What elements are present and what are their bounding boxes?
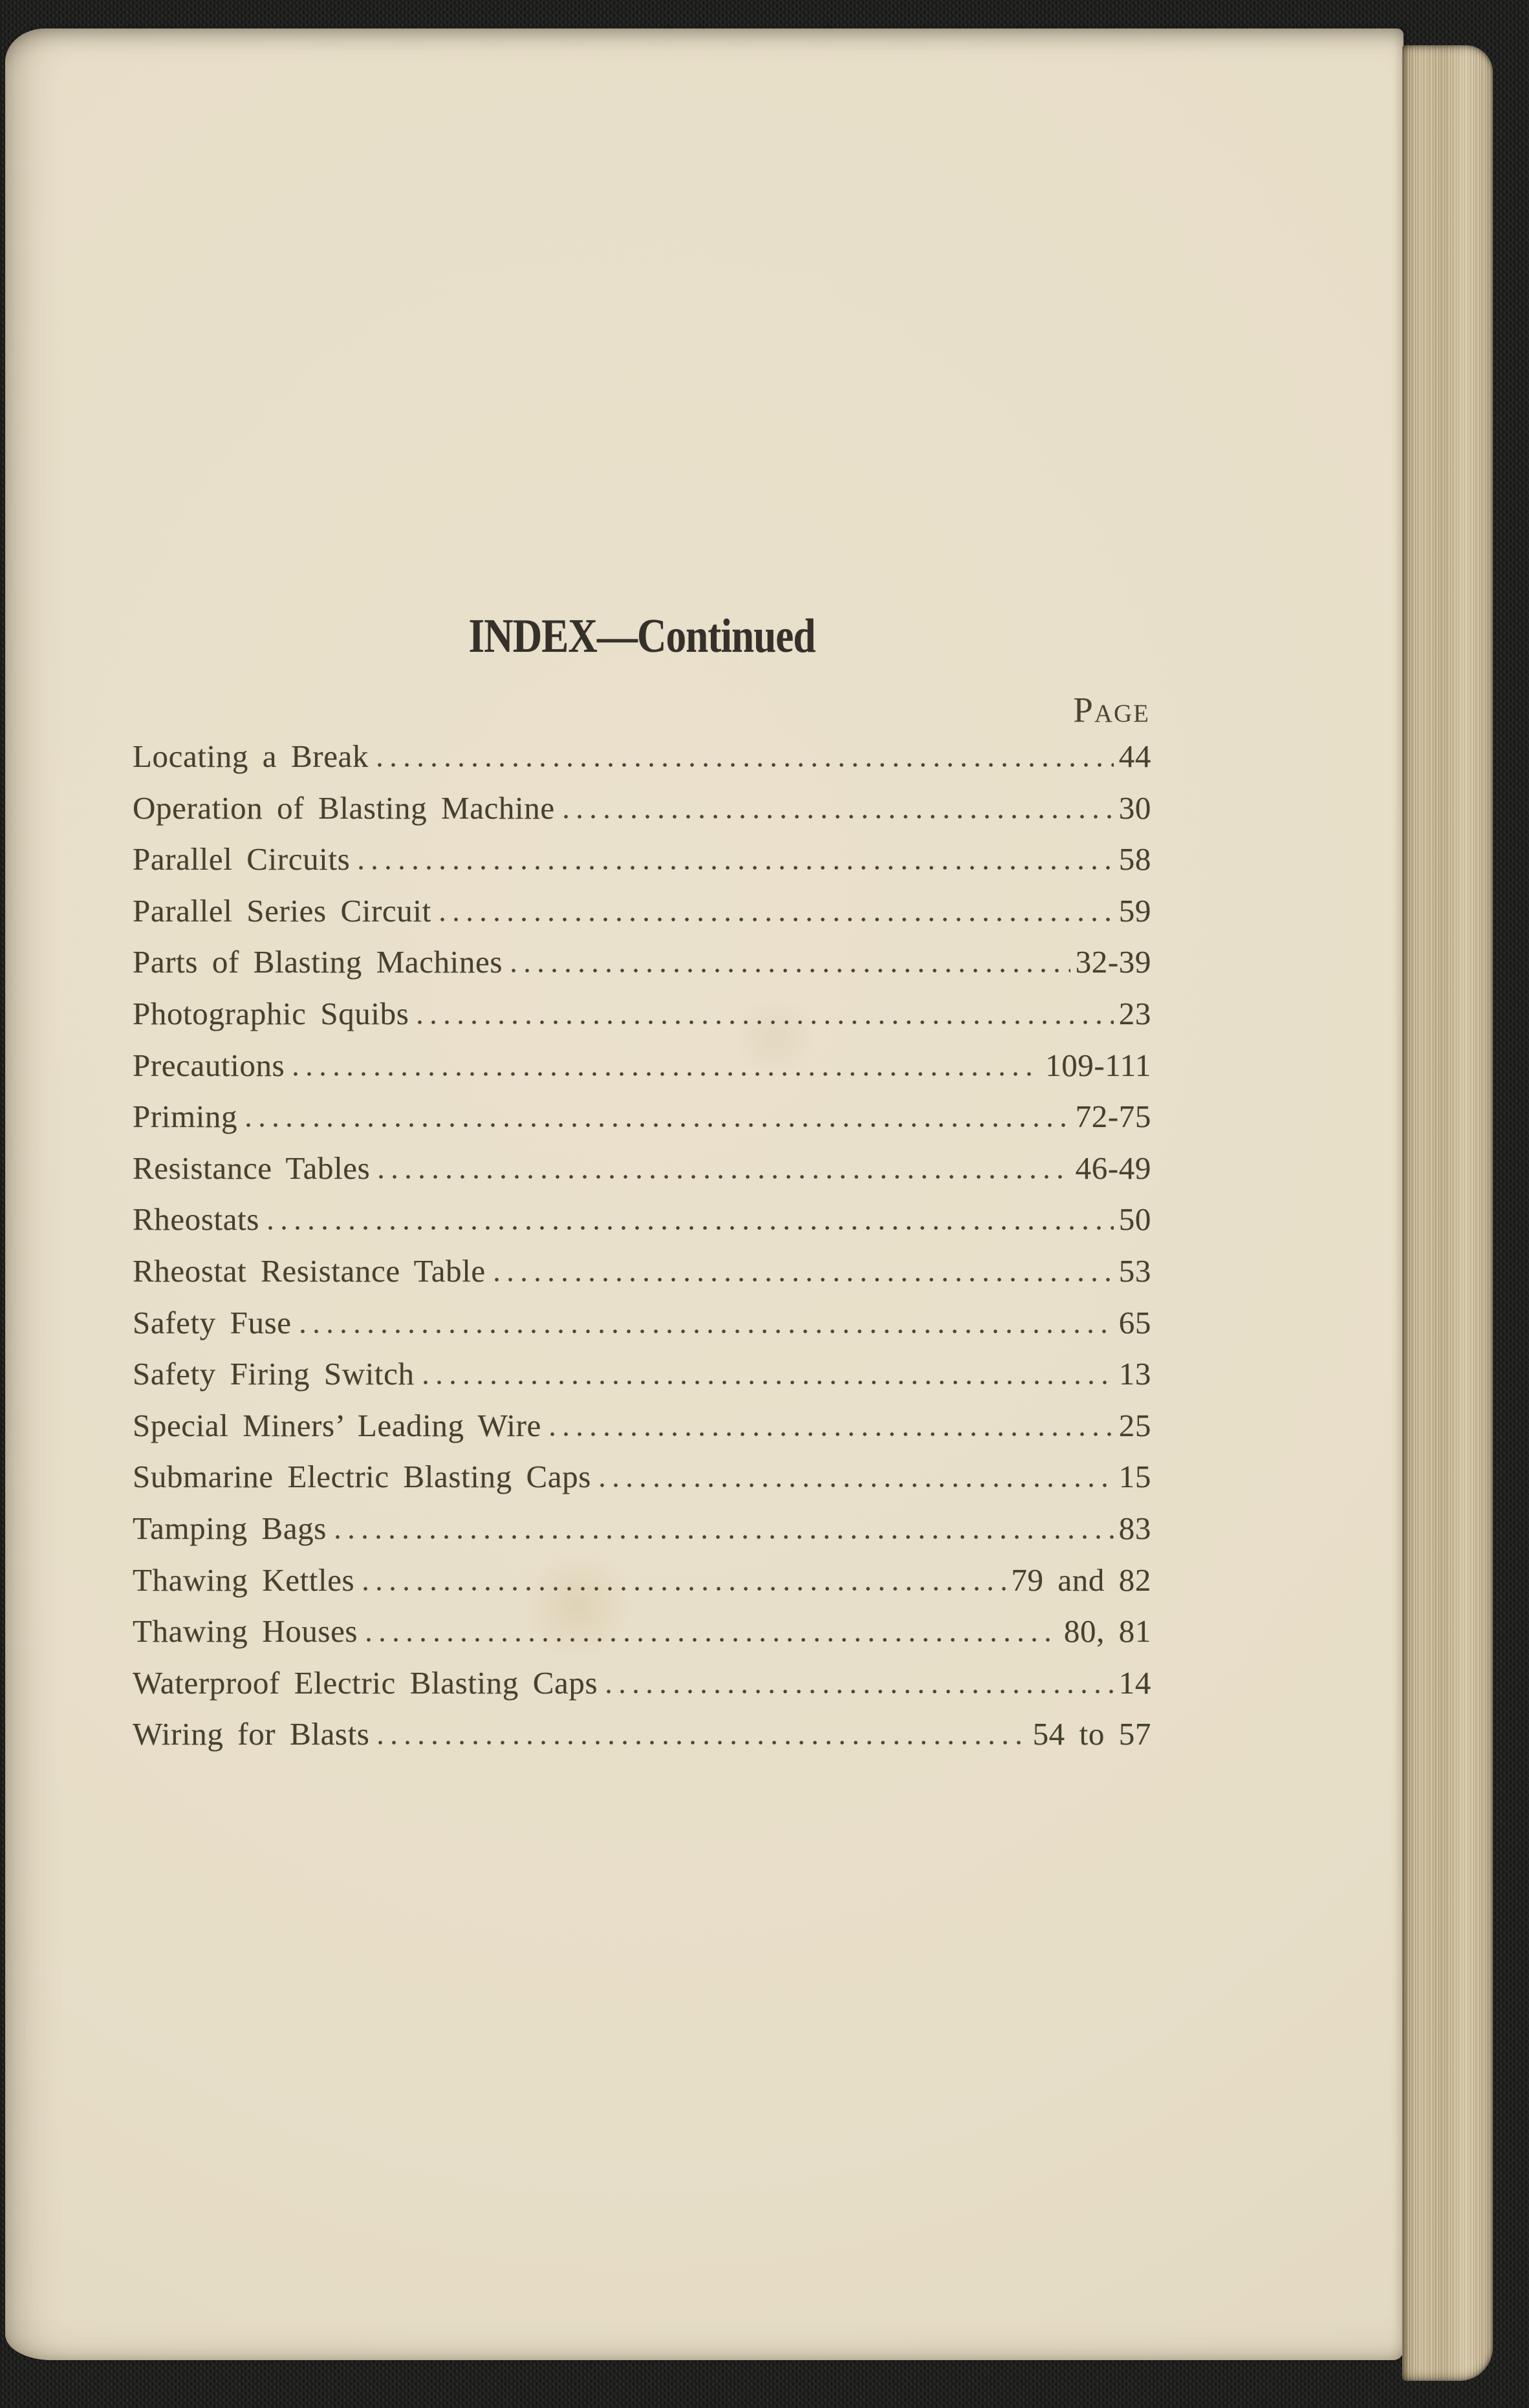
entry-page-number: 50: [1118, 1201, 1151, 1238]
entry-label: Thawing Houses: [133, 1613, 358, 1650]
entry-label: Waterproof Electric Blasting Caps: [133, 1664, 598, 1701]
book-fore-edge: [1402, 45, 1493, 2381]
entry-label: Precautions: [133, 1047, 285, 1083]
index-entry: [133, 936, 1151, 988]
entry-label: Priming: [133, 1099, 238, 1135]
index-entry: [133, 782, 1151, 834]
entry-page-number: 109-111: [1045, 1047, 1151, 1083]
book-page: [5, 28, 1404, 2360]
entry-page-number: 79 and 82: [1011, 1562, 1151, 1598]
index-entry: [133, 1143, 1151, 1194]
index-entry: [133, 1606, 1151, 1657]
index-entry: [133, 1657, 1151, 1709]
index-entry: [133, 1554, 1151, 1606]
entry-page-number: 23: [1118, 995, 1151, 1031]
page-content: [133, 28, 1151, 2360]
entry-label: Parallel Circuits: [133, 841, 351, 877]
entry-page-number: 54 to 57: [1032, 1716, 1151, 1752]
entry-page-number: 46-49: [1075, 1150, 1151, 1186]
entry-label: Submarine Electric Blasting Caps: [133, 1459, 591, 1495]
entry-label: Thawing Kettles: [133, 1562, 355, 1598]
entry-label: Rheostats: [133, 1201, 259, 1238]
entry-page-number: 44: [1118, 738, 1151, 774]
entry-label: Photographic Squibs: [133, 995, 409, 1031]
entry-page-number: 15: [1118, 1459, 1151, 1495]
page-column-header: Page: [1073, 690, 1150, 729]
index-entry: [133, 1297, 1151, 1349]
entry-label: Wiring for Blasts: [133, 1716, 370, 1752]
index-entry: [133, 988, 1151, 1040]
index-entry: [133, 1503, 1151, 1554]
index-entry: [133, 1348, 1151, 1400]
index-entry: [133, 731, 1151, 782]
entry-page-number: 25: [1118, 1407, 1151, 1443]
index-entry: [133, 1708, 1151, 1760]
entry-page-number: 83: [1118, 1510, 1151, 1546]
entry-label: Safety Fuse: [133, 1304, 292, 1340]
entry-page-number: 58: [1118, 841, 1151, 877]
page-title: INDEX—Continued: [468, 610, 816, 663]
index-entry: [133, 833, 1151, 885]
entry-label: Parallel Series Circuit: [133, 892, 431, 929]
index-entry: [133, 1451, 1151, 1503]
entry-page-number: 30: [1118, 790, 1151, 826]
entry-page-number: 80, 81: [1063, 1613, 1151, 1650]
entry-label: Tamping Bags: [133, 1510, 327, 1546]
index-list: [133, 731, 1151, 1760]
entry-label: Safety Firing Switch: [133, 1356, 415, 1392]
index-entry: [133, 1245, 1151, 1297]
index-entry: [133, 1091, 1151, 1143]
entry-label: Rheostat Resistance Table: [133, 1252, 486, 1289]
index-entry: [133, 1194, 1151, 1245]
entry-label: Special Miners’ Leading Wire: [133, 1407, 541, 1443]
entry-page-number: 32-39: [1075, 944, 1151, 980]
entry-label: Resistance Tables: [133, 1150, 371, 1186]
entry-page-number: 72-75: [1075, 1099, 1151, 1135]
index-entry: [133, 1040, 1151, 1091]
entry-label: Locating a Break: [133, 738, 369, 774]
entry-label: Parts of Blasting Machines: [133, 944, 503, 980]
entry-label: Operation of Blasting Machine: [133, 790, 555, 826]
entry-page-number: 59: [1118, 892, 1151, 929]
entry-page-number: 13: [1118, 1356, 1151, 1392]
entry-page-number: 53: [1118, 1252, 1151, 1289]
index-entry: [133, 1400, 1151, 1452]
entry-page-number: 14: [1118, 1664, 1151, 1701]
entry-page-number: 65: [1118, 1304, 1151, 1340]
index-entry: [133, 885, 1151, 937]
